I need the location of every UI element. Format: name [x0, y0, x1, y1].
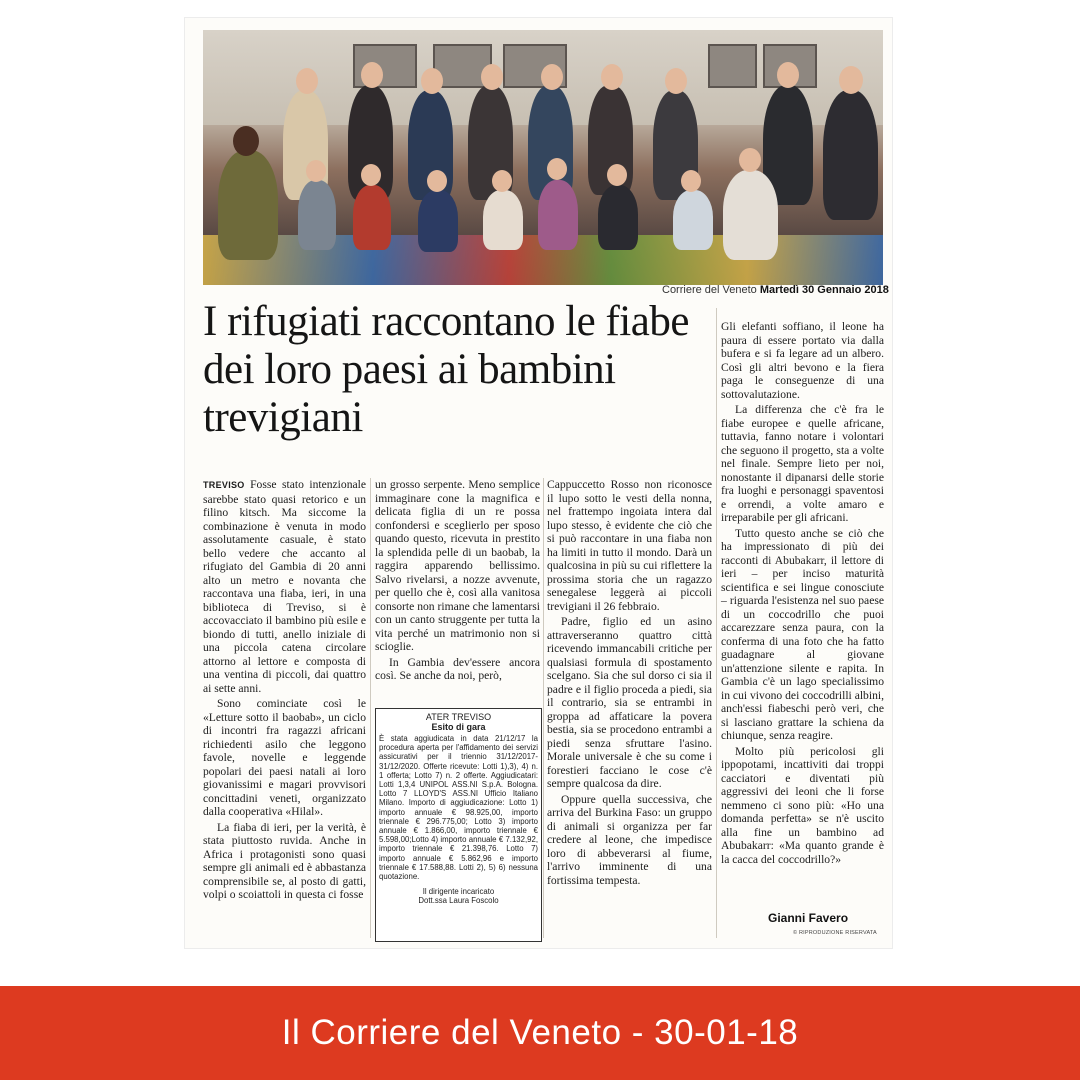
article-paragraph: La fiaba di ieri, per la verità, è stata piuttosto ruvida. Anche in Africa i protagonisti sono quasi sempre gli animali ed è abbastanza comprensibile se, al posto di gatti, volpi o scoiattoli in questa ci fosse [203, 820, 366, 901]
notice-signer-name: Dott.ssa Laura Foscolo [418, 896, 499, 906]
article-paragraph: In Gambia dev'essere ancora così. Se anche da noi, però, [375, 655, 540, 682]
notice-org: ATER TREVISO [425, 712, 492, 722]
face [306, 160, 326, 182]
notice-signature [379, 887, 538, 905]
child-figure [538, 180, 578, 250]
child-figure [298, 180, 336, 250]
article-paragraph: un grosso serpente. Meno semplice immaginare cone la magnifica e delicata figlia di un re possa confondersi e sceglierlo per sposo quando questo, ricevuta in prestito la splendida pelle di un baobab, la raggira apparendo bellissimo. Salvo rivelarsi, a nozze avvenute, per quello che è, così alla vanitosa consorte non rimane che lamentarsi con un canto struggente per tutta la vita perché un matrimonio non si scioglie. [375, 478, 540, 653]
caption-text: Il Corriere del Veneto - 30-01-18 [281, 1013, 799, 1052]
face [361, 62, 383, 88]
headline: I rifugiati raccontano le fiabe dei loro paesi ai bambini trevigiani [203, 298, 689, 441]
source-name: Corriere del Veneto [662, 284, 757, 296]
notice-body: È stata aggiudicata in data 21/12/17 la procedura aperta per l'affidamento dei servizi assicurativi per il triennio 31/12/2017-31/12/2020. Offerte ricevute: Lotti 1),3), 4) n. 1 offerta; Lotto 7) n. 2 offerte. Aggiudicatari: Lotti 1,3,4 UNIPOL ASS.NI S.p.A. Bologna. Lotto 7 LLOYD'S ASS.NI Ufficio Italiano Milano. Importo di aggiudicazione: Lotto 1) importo annuale € 98.925,00, importo triennale € 296.775,00; Lotto 3) importo annuale € 1.866,00, importo triennale € 5.598,00;Lotto 4) importo annuale € 7.132,92, importo triennale € 21.398,76. Lotto 7) importo annuale € 5.862,96 e importo triennale € 17.588,88. Lotti 2), 5) 6) nessuna quotazione. [379, 734, 538, 882]
column-divider [370, 478, 371, 938]
article-paragraph: Molto più pericolosi gli ippopotami, incattiviti dai troppi cacciatori e diventati più aggressivi dei leoni che li forse nemmeno ci sono più: «Ho una domanda perfetta» se n'è uscito alla fine un bambino ad Abubakarr: «Ma quanto grande è la cacca del coccodrillo?» [721, 744, 884, 866]
adult-figure [823, 90, 878, 220]
article-paragraph: Gli elefanti soffiano, il leone ha paura di essere portato via dalla bufera e si fa legare ad un albero. Così gli altri bevono e la fiera paga le conseguenze di una sottovalutazione. [721, 320, 884, 401]
face [665, 68, 687, 94]
storyteller-figure [218, 150, 278, 260]
dateline: TREVISO [203, 480, 245, 490]
article-paragraph: Cappuccetto Rosso non riconosce il lupo sotto le vesti della nonna, nel frattempo ingoiata intera dal lupo stesso, è evidente che ciò che si può raccontare in una fiaba non ha limiti in tutto il mondo. Darà un qualcosina in più su cui riflettere la prossima storia che un ragazzo senegalese leggerà ai piccoli trevigiani il 26 febbraio. [547, 478, 712, 613]
child-figure [598, 185, 638, 250]
face [481, 64, 503, 90]
face [421, 68, 443, 94]
article-paragraph: TREVISO Fosse stato intenzionale sarebbe stato quasi retorico e un filino kitsch. Ma siccome la combinazione è venuta in modo assolutamente casuale, è stato bello vedere che accanto al rifugiato del Gambia di 20 anni alto un metro e novanta che raccontava una fiaba, ieri, in una biblioteca di Treviso, si è accovacciato il bambino più esile e biondo di tutti, anello iniziale di una piccola catena circolare attorno al lettore e composta di una ventina di piccoli, dai quattro ai sette anni. [203, 478, 367, 695]
notice-signer-role: Il dirigente incaricato [422, 887, 495, 897]
article-paragraph: Tutto questo anche se ciò che ha impressionato di più dei racconti di Abubakarr, il lettore di ieri – per inciso maturità scientifica e sei lingue conosciute – riguarda l'esistenza nel suo paese di un coccodrillo che puoi accarezzare senza paura, con la conferma di una foto che ha fatto guadagnare al giovane un'attenzione silente e rapita. In Gambia c'è un lago specialissimo in cui vivono dei coccodrilli albini, anch'essi fiabeschi però veri, che si lasciano grattare la schiena da chiunque, senza reagire. [721, 526, 884, 742]
face [607, 164, 627, 186]
face [233, 126, 259, 156]
article-column-1 [203, 478, 366, 902]
face [492, 170, 512, 192]
article-column-3 [547, 478, 712, 887]
face [739, 148, 761, 172]
newspaper-clipping [185, 18, 892, 948]
column-divider [543, 478, 544, 938]
notice-header [379, 712, 538, 732]
tender-notice-box [375, 708, 542, 942]
face [296, 68, 318, 94]
article-paragraph: Oppure quella successiva, che arriva del Burkina Faso: un gruppo di animali si organizza per far credere al leone, che impedisce loro di abbeverarsi al fiume, l'arrivo imminente di una fortissima tempesta. [547, 792, 712, 887]
publication-date: Martedì 30 Gennaio 2018 [759, 284, 889, 296]
face [427, 170, 447, 192]
adult-figure [723, 170, 778, 260]
child-figure [418, 190, 458, 252]
article-photo [203, 30, 883, 285]
source-dateline [662, 284, 889, 296]
child-figure [353, 185, 391, 250]
face [839, 66, 863, 94]
article-paragraph: Padre, figlio ed un asino attraverseranno quattro città ricevendo immancabili critiche per qualsiasi formula di spostamento scelgano. Sia che sul dorso ci sia il padre e il figlio proceda a piedi, sia il contrario, sia se entrambi in groppa ad affaticare la povera bestia, sia se procedono entrambi a piedi senza sfruttare l'asino. Morale universale è che su come i forestieri facciano le cose c'è sempre qualcosa da dire. [547, 615, 712, 790]
face [541, 64, 563, 90]
notice-title: Esito di gara [431, 722, 486, 732]
child-figure [483, 190, 523, 250]
wall-picture-frame [708, 44, 757, 88]
face [547, 158, 567, 180]
column-divider [716, 308, 717, 938]
copyright-notice: © RIPRODUZIONE RISERVATA [793, 930, 877, 936]
face [777, 62, 799, 88]
face [601, 64, 623, 90]
face [361, 164, 381, 186]
article-paragraph: Sono cominciate così le «Letture sotto il baobab», un ciclo di incontri fra ragazzi africani richiedenti asilo che leggono favole, novelle e leggende popolari dei paesi natali ai loro giovanissimi e magari provvisori concittadini veneti, organizzato dalla cooperativa «Hilal». [203, 697, 366, 818]
face [681, 170, 701, 192]
child-figure [673, 190, 713, 250]
article-column-4 [721, 320, 884, 866]
caption-banner [0, 986, 1080, 1080]
article-paragraph: La differenza che c'è fra le fiabe europee e quelle africane, tuttavia, fanno notare i volontari che seguono il progetto, sta a volte nel finale. Sempre lieto per noi, nonostante il dipanarsi delle storie fra luoghi e personaggi spaventosi e orrendi, a volte amaro e irreparabile per gli africani. [721, 403, 884, 524]
article-column-2 [375, 478, 540, 683]
author-signature: Gianni Favero [768, 911, 849, 925]
